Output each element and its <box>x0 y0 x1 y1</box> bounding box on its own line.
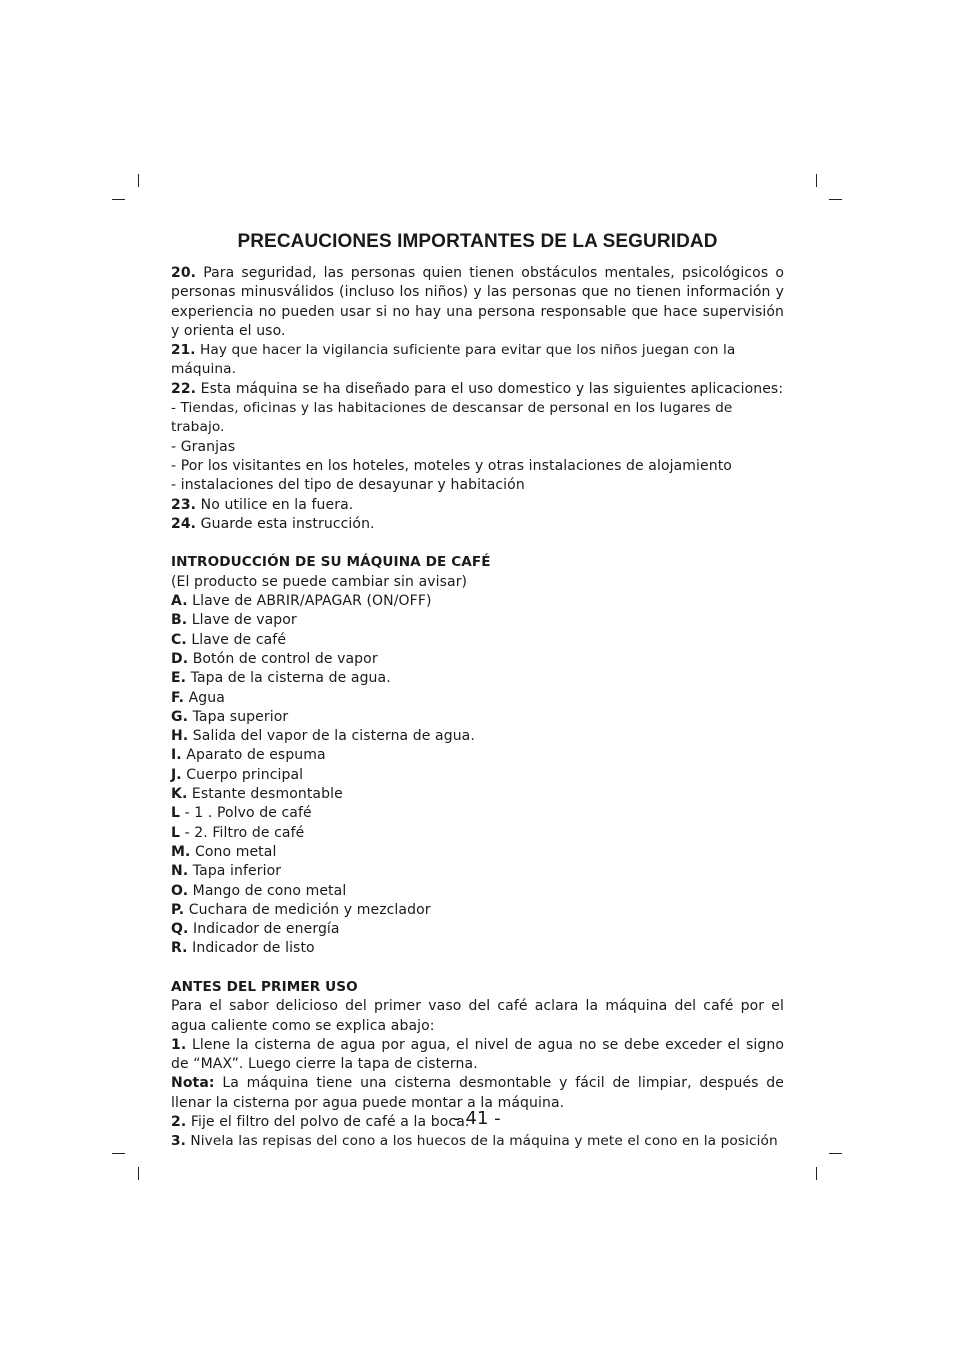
part-item: I. Aparato de espuma <box>171 747 326 764</box>
part-item: P. Cuchara de medición y mezclador <box>171 901 431 918</box>
part-item: C. Llave de café <box>171 631 287 648</box>
part-item: D. Botón de control de vapor <box>171 650 378 667</box>
application-item: - Granjas <box>171 438 236 455</box>
section-heading-first-use: ANTES DEL PRIMER USO <box>171 978 358 995</box>
part-item: K. Estante desmontable <box>171 786 343 803</box>
part-item: A. Llave de ABRIR/APAGAR (ON/OFF) <box>171 593 432 610</box>
crop-mark <box>816 174 817 187</box>
first-use-step: 3. Nivela las repisas del cono a los huecos de la máquina y mete el cono en la posición <box>171 1133 778 1150</box>
crop-mark <box>112 199 125 200</box>
page-content <box>171 229 784 1152</box>
part-item: Q. Indicador de energía <box>171 921 340 938</box>
application-item: - Por los visitantes en los hoteles, moteles y otras instalaciones de alojamiento <box>171 457 732 474</box>
parts-list <box>171 592 784 959</box>
part-item: O. Mango de cono metal <box>171 882 347 899</box>
page-title: PRECAUCIONES IMPORTANTES DE LA SEGURIDAD <box>237 231 718 252</box>
part-item: L - 1 . Polvo de café <box>171 805 312 822</box>
application-item: - instalaciones del tipo de desayunar y habitación <box>171 477 525 494</box>
crop-mark <box>816 1167 817 1180</box>
safety-item: 21. Hay que hacer la vigilancia suficiente para evitar que los niños juegan con la máquina. <box>171 342 736 378</box>
part-item: G. Tapa superior <box>171 708 289 725</box>
page-number: - 41 - <box>453 1108 501 1129</box>
application-item: - Tiendas, oficinas y las habitaciones de descansar de personal en los lugares de trabajo. <box>171 400 733 436</box>
safety-item: 20. Para seguridad, las personas quien tienen obstáculos mentales, psicológicos o personas minusválidos (incluso los niños) y las personas que no tienen información y experiencia no pueden usar si no hay una persona responsable que hace supervisión y orienta el uso. <box>171 265 784 339</box>
safety-item: 24. Guarde esta instrucción. <box>171 515 375 532</box>
crop-mark <box>138 174 139 187</box>
first-use-step: 2. Fije el filtro del polvo de café a la boca. <box>171 1114 470 1131</box>
part-item: B. Llave de vapor <box>171 612 297 629</box>
crop-mark <box>112 1153 125 1154</box>
part-item: H. Salida del vapor de la cisterna de agua. <box>171 728 475 745</box>
first-use-note: Nota: La máquina tiene una cisterna desmontable y fácil de limpiar, después de llenar la cisterna por agua puede montar a la máquina. <box>171 1075 784 1111</box>
part-item: L - 2. Filtro de café <box>171 824 305 841</box>
part-item: F. Agua <box>171 689 225 706</box>
part-item: N. Tapa inferior <box>171 863 282 880</box>
intro-note: (El producto se puede cambiar sin avisar) <box>171 573 468 590</box>
safety-item: 23. No utilice en la fuera. <box>171 496 354 513</box>
part-item: M. Cono metal <box>171 843 277 860</box>
section-heading-intro: INTRODUCCIÓN DE SU MÁQUINA DE CAFÉ <box>171 554 491 571</box>
crop-mark <box>829 199 842 200</box>
part-item: R. Indicador de listo <box>171 940 315 957</box>
safety-item: 22. Esta máquina se ha diseñado para el uso domestico y las siguientes aplicaciones: <box>171 380 784 397</box>
first-use-intro: Para el sabor delicioso del primer vaso del café aclara la máquina del café por el agua caliente como se explica abajo: <box>171 998 784 1034</box>
part-item: E. Tapa de la cisterna de agua. <box>171 670 391 687</box>
part-item: J. Cuerpo principal <box>171 766 304 783</box>
crop-mark <box>138 1167 139 1180</box>
first-use-step: 1. Llene la cisterna de agua por agua, el nivel de agua no se debe exceder el signo de “MAX”. Luego cierre la tapa de cisterna. <box>171 1036 784 1073</box>
crop-mark <box>829 1153 842 1154</box>
